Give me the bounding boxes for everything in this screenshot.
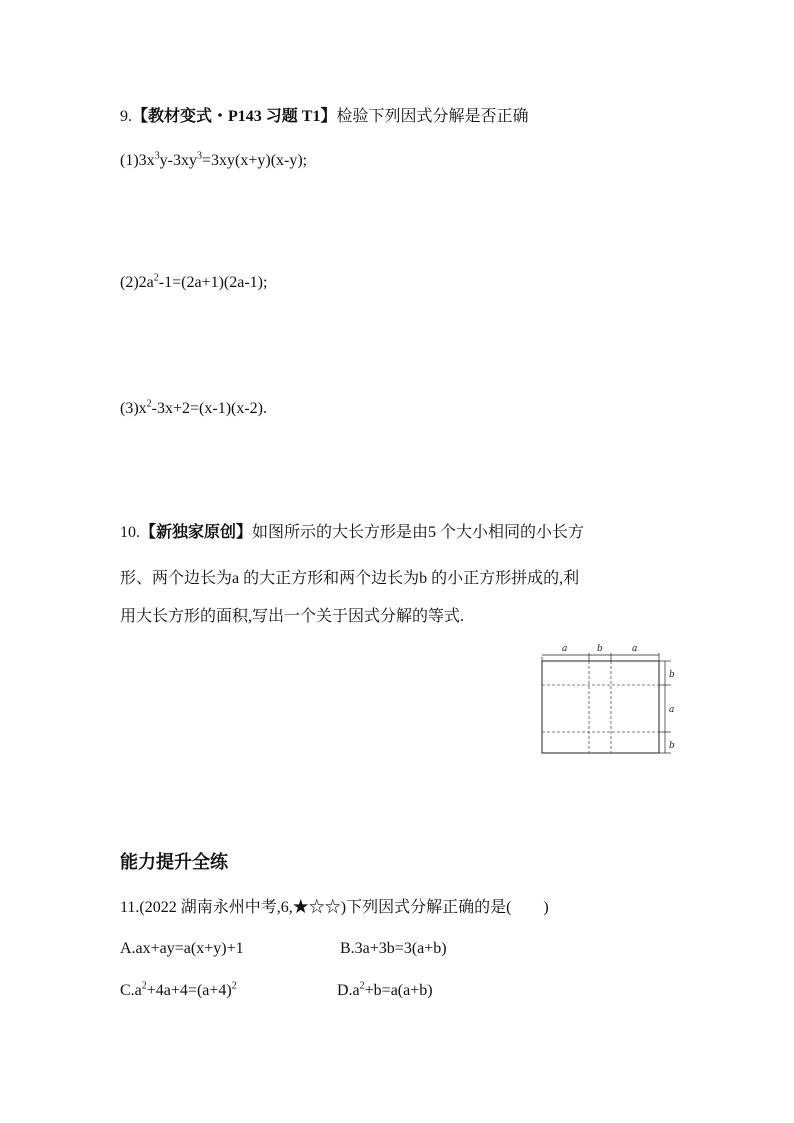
q9-item-2-pre: (2)2a — [120, 274, 154, 291]
q9-item-3-post: -3x+2=(x-1)(x-2). — [151, 400, 267, 417]
q9-heading — [120, 106, 528, 128]
right-label-b1: b — [669, 670, 675, 680]
q9-item-2-sup1: 2 — [153, 272, 159, 284]
q9-item-2-post: -1=(2a+1)(2a-1); — [158, 274, 268, 291]
q9-item-1-sup1: 3 — [154, 150, 160, 162]
q10-line-2: 形、两个边长为a 的大正方形和两个边长为b 的小正方形拼成的,利 — [120, 570, 580, 587]
q9-stem: 检验下列因式分解是否正确 — [336, 108, 529, 125]
q9-item-2 — [120, 272, 267, 294]
q11-option-c-sup1: 2 — [141, 980, 147, 992]
q11-option-c-sup2: 2 — [231, 980, 237, 992]
q9-item-1-pre: (1)3x — [120, 152, 155, 169]
section-title: 能力提升全练 — [120, 852, 228, 873]
rectangle-figure — [535, 640, 685, 762]
q11-option-b: B.3a+3b=3(a+b) — [340, 940, 447, 957]
top-label-a2: a — [632, 644, 638, 654]
q11-option-c-mid: +4a+4=(a+4) — [146, 982, 232, 999]
outer-rectangle — [542, 661, 659, 753]
q9-item-3 — [120, 398, 267, 420]
q11-option-c-pre: C.a — [120, 982, 142, 999]
q9-item-1 — [120, 150, 307, 172]
right-label-b2: b — [669, 741, 675, 751]
q10-tag: 【新独家原创】 — [140, 524, 253, 541]
q10-line-1 — [120, 522, 584, 544]
top-label-b: b — [597, 644, 603, 654]
q11-option-c — [120, 980, 237, 1002]
q11-option-d — [337, 980, 433, 1002]
right-label-a: a — [669, 705, 675, 715]
q9-item-1-mid: y-3xy — [159, 152, 197, 169]
q10-text-1: 如图所示的大长方形是由5 个大小相同的小长方 — [252, 524, 585, 541]
top-label-a1: a — [562, 644, 568, 654]
q11-stem: 11.(2022 湖南永州中考,6,★☆☆)下列因式分解正确的是( ) — [120, 899, 549, 916]
q11-option-d-sup1: 2 — [359, 980, 365, 992]
q9-item-3-pre: (3)x — [120, 400, 147, 417]
q9-item-1-sup2: 3 — [196, 150, 202, 162]
q11-option-a: A.ax+ay=a(x+y)+1 — [120, 940, 244, 957]
q9-number: 9. — [120, 108, 132, 125]
q10-line-3: 用大长方形的面积,写出一个关于因式分解的等式. — [120, 608, 465, 625]
q9-tag: 【教材变式・P143 习题 T1】 — [132, 108, 337, 125]
q11-option-d-pre: D.a — [337, 982, 360, 999]
q10-number: 10. — [120, 524, 140, 541]
q9-item-1-post: =3xy(x+y)(x-y); — [201, 152, 308, 169]
q11-option-d-post: +b=a(a+b) — [364, 982, 433, 999]
q9-item-3-sup1: 2 — [146, 398, 152, 410]
